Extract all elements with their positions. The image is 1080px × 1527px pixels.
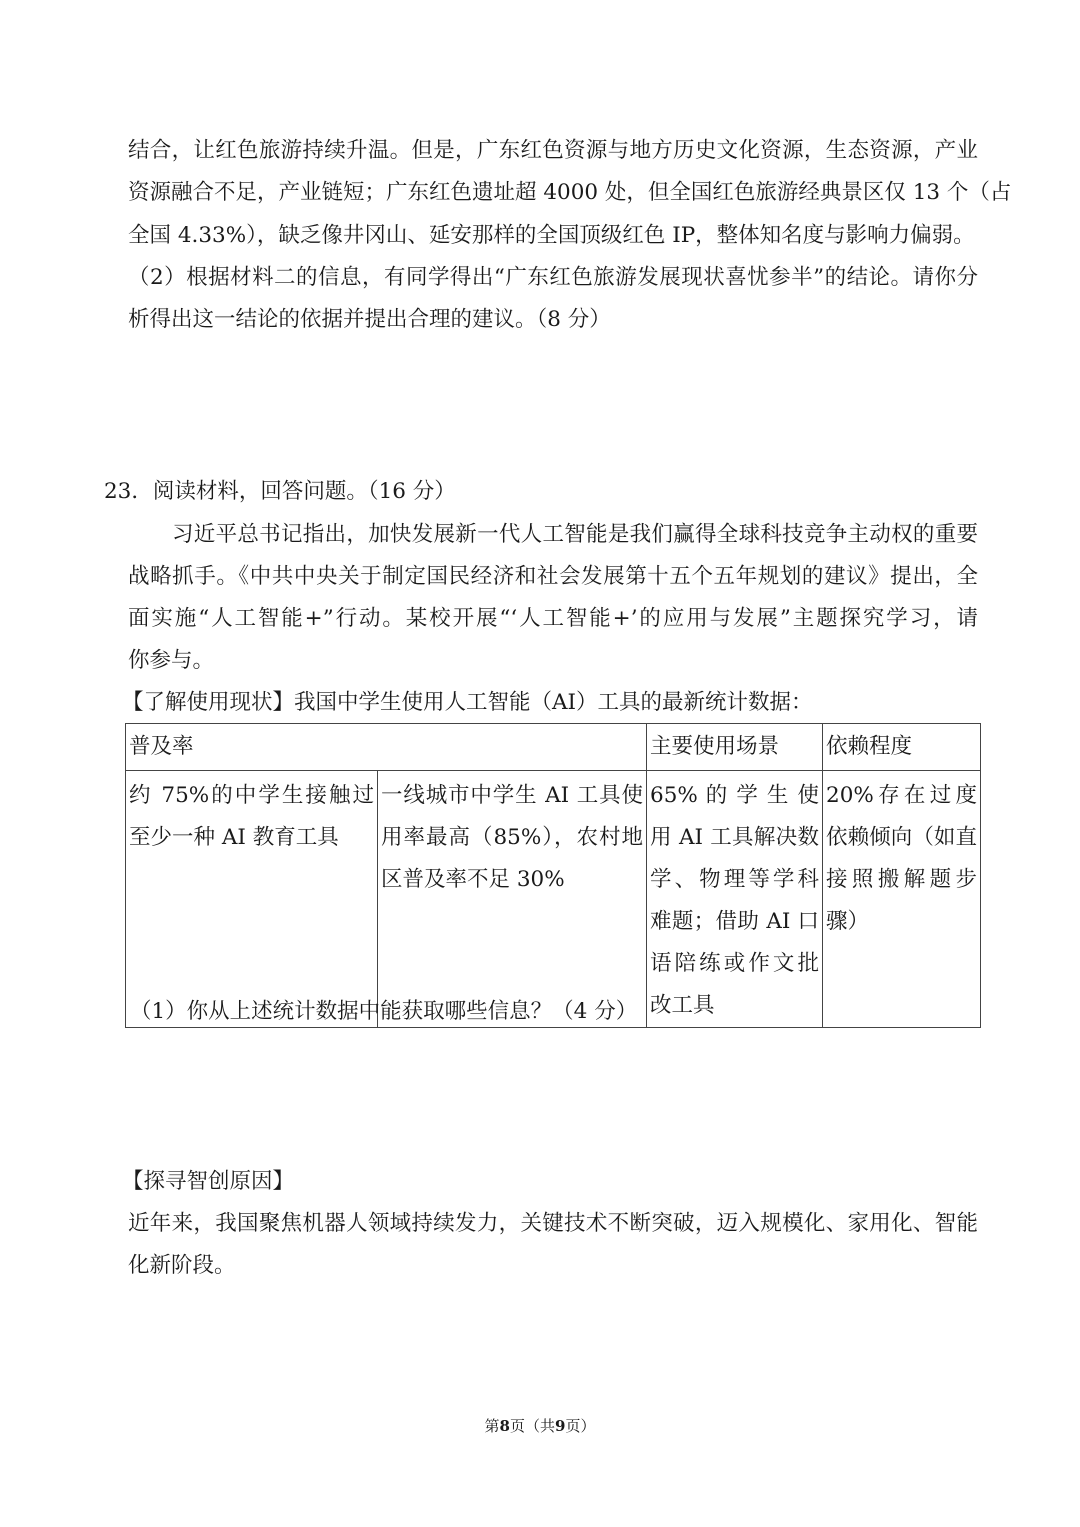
footer-suffix: 页） [565, 1417, 596, 1435]
footer-middle: 页（共 [509, 1417, 555, 1435]
ai-usage-stats-table [125, 723, 981, 1028]
question-23-intro-line-1: 习近平总书记指出，加快发展新一代人工智能是我们赢得全球科技竞争主动权的重要 [172, 522, 978, 547]
question-23-1: （1）你从上述统计数据中能获取哪些信息？（4 分） [130, 999, 638, 1024]
footer-page-number: 8 [499, 1417, 510, 1435]
question-23-intro-line-2: 战略抓手。《中共中央关于制定国民经济和社会发展第十五个五年规划的建议》提出，全 [128, 564, 978, 589]
table-header-row [126, 724, 981, 771]
page-footer [0, 1415, 1080, 1436]
header-scenarios: 主要使用场景 [647, 724, 823, 771]
header-dependence: 依赖程度 [823, 724, 981, 771]
question-23-intro-line-4: 你参与。 [128, 648, 215, 673]
cell-overall-popularity: 约 75%的中学生接触过至少一种 AI 教育工具 [126, 771, 378, 1028]
section-usage-status-title: 【了解使用现状】我国中学生使用人工智能（AI）工具的最新统计数据： [122, 690, 813, 715]
passage-line-3: 全国 4.33%），缺乏像井冈山、延安那样的全国顶级红色 IP，整体知名度与影响力偏弱。 [128, 223, 975, 248]
cell-main-scenarios: 65% 的 学 生 使 用 AI 工具解决数学、物理等学科难题；借助 AI 口语陪练或作文批改工具 [647, 771, 823, 1028]
question-22-2-line-1: （2）根据材料二的信息，有同学得出“广东红色旅游发展现状喜忧参半”的结论。请你分 [128, 265, 978, 290]
question-23-heading: 23．阅读材料，回答问题。（16 分） [104, 479, 456, 504]
footer-prefix: 第 [484, 1417, 500, 1435]
question-22-2-line-2: 析得出这一结论的依据并提出合理的建议。（8 分） [128, 307, 611, 332]
footer-total-pages: 9 [555, 1417, 566, 1435]
header-popularity: 普及率 [126, 724, 647, 771]
table-row [126, 771, 981, 1028]
passage-line-1: 结合，让红色旅游持续升温。但是，广东红色资源与地方历史文化资源，生态资源，产业 [128, 138, 978, 163]
passage-line-2: 资源融合不足，产业链短；广东红色遗址超 4000 处，但全国红色旅游经典景区仅 13 个（占 [128, 180, 1012, 205]
section2-line-2: 化新阶段。 [128, 1253, 236, 1278]
cell-dependence-level: 20%存在过度依赖倾向（如直接照搬解题步骤） [823, 771, 981, 1028]
section-innovation-reasons-title: 【探寻智创原因】 [122, 1169, 295, 1194]
cell-urban-rural-popularity: 一线城市中学生 AI 工具使用率最高（85%），农村地区普及率不足 30% [378, 771, 647, 1028]
section2-line-1: 近年来，我国聚焦机器人领域持续发力，关键技术不断突破，迈入规模化、家用化、智能 [128, 1211, 978, 1236]
question-23-intro-line-3: 面实施“人工智能+”行动。某校开展“‘人工智能+’的应用与发展”主题探究学习，请 [128, 606, 978, 631]
